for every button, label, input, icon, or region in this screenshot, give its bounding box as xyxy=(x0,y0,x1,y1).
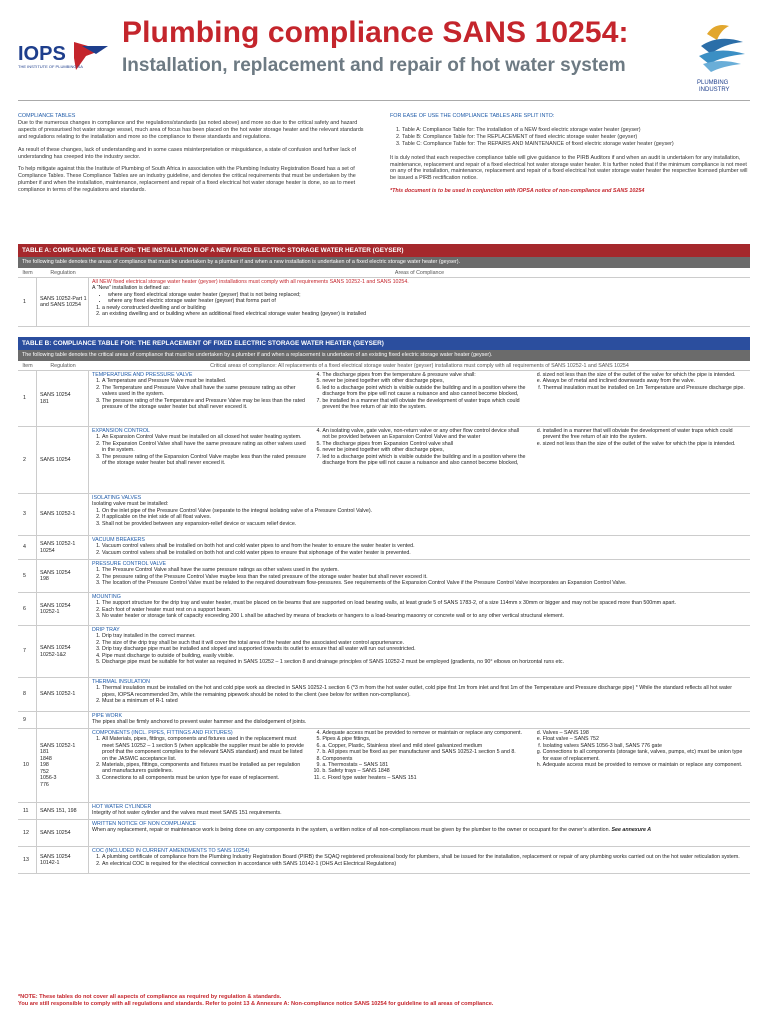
list-item: 1. A plumbing certificate of compliance from the Plumbing Industry Registration Board (PIRB) the SQAQ registered professional body for plumbers, shall be issued for the installation, replacement or repair of any plumbing works carried out on the hot water reticulation system. xyxy=(102,854,747,860)
row-line: A “New” installation is defined as: xyxy=(92,285,171,292)
row-text-main: The pipes shall be firmly anchored to prevent water hammer and the dislodgement of joints. xyxy=(92,719,307,726)
row-item: 10 xyxy=(18,729,37,802)
table-b-desc: The following table denotes the critical areas of compliance that must be undertaken by a plumber if and when a replacement is undertaken of an existing fixed electric storage water heater (geyser). xyxy=(18,350,750,361)
table-row xyxy=(18,278,750,327)
row-label: VACUUM BREAKERS xyxy=(92,537,145,543)
table-row xyxy=(18,712,750,729)
footer-line: You are still responsible to comply with all regulations and standards. Refer to point 13 & Annexure A: Non-compliance notice SANS 10254 for guideline to all areas of compliance. xyxy=(18,1001,494,1007)
list-item: 2. The pressure rating of the Pressure Control Valve maybe less than the rated pressure of the storage water heater but shall never exceed it. xyxy=(102,574,747,580)
list-item: 1. a newly constructed dwelling and or building xyxy=(102,305,747,311)
intro-paragraph: To help mitigate against this the Institute of Plumbing of South Africa in association with the Plumbing Industry Registration Board has a set of Compliance Tables. These Compliance Tables are an industry guideline, and denotes the critical requirements that must be undertaken by the plumber if and when the installation, maintenance, replacement and repair of a fixed electrical hot water storage heater is done, so as to meet compliance in terms of the regulations and standards. xyxy=(18,166,356,194)
row-text-main: Integrity of hot water cylinder and the valves must meet SANS 151 requirements. xyxy=(92,810,282,817)
list-item: 7. be installed in a manner that will obviate the development of water traps which could prevent the free return of air into the system. xyxy=(322,398,526,411)
svg-text:THE INSTITUTE OF PLUMBING SA: THE INSTITUTE OF PLUMBING SA xyxy=(18,64,83,69)
intro-heading: COMPLIANCE TABLES xyxy=(18,113,76,119)
row-text xyxy=(92,827,747,833)
row-regulation: SANS 10254 xyxy=(37,820,89,846)
row-label: TEMPERATURE AND PRESSURE VALVE xyxy=(92,372,193,378)
list-item: 4. Pipe must discharge to outside of building, easily visible. xyxy=(102,653,747,659)
row-regulation: SANS 10252-1 xyxy=(37,494,89,535)
list-item: g. Connections to all components (storage tank, valves, pumps, etc) must be union type for ease of replacement. xyxy=(543,749,747,762)
row-regulation: SANS 10254 10252-1&2 xyxy=(37,626,89,677)
row-areas xyxy=(89,494,750,535)
list-item: 10. b. Safety trays – SANS 1848 xyxy=(322,768,526,774)
intro-paragraph: It is duly noted that each respective compliance table will give guidance to the PIRB Auditors if and when an audit is undertaken for any installation, maintenance, replacement and repair of a fixed electrical hot water storage water heater. It is further noted that if the minimum compliance is not meet on any of the installation, maintenance, replacement and repair of a fixed electrical hot water storage water heater the respective licensed plumber will be issued a PIRB rectification notice. xyxy=(390,154,748,182)
list-item: f. Isolating valves SANS 1056-3 ball, SANS 776 gate xyxy=(543,743,747,749)
row-item: 9 xyxy=(18,712,37,728)
list-item: 3. No water heater or storage tank of capacity exceeding 200 L shall be attached by means of brackets or hangers to a load-bearing masonry or concrete wall or to any other vertical structural element. xyxy=(102,613,747,619)
row-areas xyxy=(89,278,750,326)
row-regulation: SANS 10254 181 xyxy=(37,371,89,426)
list-item: 1. An Expansion Control Valve must be installed on all closed hot water heating system. xyxy=(102,434,306,440)
footer-line: *NOTE: These tables do not cover all aspects of compliance as required by regulation & standards. xyxy=(18,994,282,1000)
intro-heading: FOR EASE OF USE THE COMPLIANCE TABLES ARE SPLIT INTO: xyxy=(390,113,555,119)
list-item: 5. never be joined together with other discharge pipes, xyxy=(322,378,526,384)
svg-text:IOPS: IOPS xyxy=(18,43,66,65)
row-regulation: SANS 10254 198 xyxy=(37,560,89,592)
list-item: 3. Shall not be provided between any expansion-relief device or vacuum relief device. xyxy=(102,521,747,527)
row-regulation: SANS 10254 xyxy=(37,427,89,493)
row-label: EXPANSION CONTROL xyxy=(92,428,150,434)
row-item: 1 xyxy=(18,371,37,426)
col-header: Item xyxy=(22,270,33,276)
row-item: 4 xyxy=(18,536,37,559)
row-text xyxy=(92,810,747,816)
table-a-header xyxy=(18,268,750,278)
row-areas xyxy=(89,729,750,802)
pirb-logo xyxy=(693,16,753,96)
table-row xyxy=(18,427,750,494)
table-list xyxy=(390,127,750,148)
list-item: 2. Vacuum control valves shall be installed on both hot and cold water pipes to ensure that siphonage of the water heater is prevented. xyxy=(102,550,747,556)
intro-paragraph: As result of these changes, lack of understanding and in some cases misinterpretation or misguidance, a state of confusion and further lack of understanding has creeped into the industry sector. xyxy=(18,146,357,160)
list-item: 4. The discharge pipes from the temperature & pressure valve shall: xyxy=(322,372,526,378)
list-item: 1. On the inlet pipe of the Pressure Control Valve (separate to the integral isolating valve of a Pressure Control Valve). xyxy=(102,508,747,514)
row-item: 3 xyxy=(18,494,37,535)
list-item: 4. Adequate access must be provided to remove or maintain or replace any component. xyxy=(322,730,526,736)
list-item: 2. The Expansion Control Valve shall have the same pressure rating as other valves used in the system. xyxy=(102,441,306,454)
list-item: • where any fixed electrical storage water heater (geyser) that is not being replaced; xyxy=(108,292,747,298)
table-row xyxy=(18,494,750,536)
list-item: e. sized not less than the size of the outlet of the valve for which the pipe is intended. xyxy=(543,441,747,447)
row-regulation: SANS 10252-Part 1 and SANS 10254 xyxy=(37,278,89,326)
table-b-header xyxy=(18,361,750,371)
list-item: 4. An isolating valve, gate valve, non-return valve or any other flow control device shall not be provided between an Expansion Control Valve and the water xyxy=(322,428,526,441)
intro-note: *This document is to be used in conjunction with IOPSA notice of non-compliance and SANS 10254 xyxy=(390,188,645,195)
row-areas xyxy=(89,371,750,426)
list-item: 2. If applicable on the inlet side of all float valves. xyxy=(102,514,747,520)
row-areas xyxy=(89,593,750,625)
intro-right xyxy=(390,113,750,201)
list-item: 2. Each foot of water heater must rest on a support beam. xyxy=(102,607,747,613)
list-item: 7. b. All pipes must be fixed as per manufacturer and SANS 10252-1 section 5 and 8. xyxy=(322,749,526,755)
list-item: 2. An electrical COC is required for the electrical connection in accordance with SANS 10142-1 (OHS Act Electrical Regulations) xyxy=(102,861,747,867)
table-row xyxy=(18,729,750,803)
list-item: 1. Table A: Compliance Table for: The installation of a NEW fixed electric storage water heater (geyser) xyxy=(402,127,750,134)
list-item: f. Thermal insulation must be installed on 1m Temperature and Pressure discharge pipe. xyxy=(543,385,747,391)
row-areas xyxy=(89,803,750,819)
svg-text:PLUMBING: PLUMBING xyxy=(697,80,729,86)
list-item: 5. Pipes & pipe fittings, xyxy=(322,736,526,742)
list-item: 7. led to a discharge point which is visible outside the building and in a position where the discharge from the pipe will not cause a nuisance and also cannot become blocked, xyxy=(322,454,526,467)
row-item: 1 xyxy=(18,278,37,326)
list-item: 3. The pressure rating of the Temperature and Pressure Valve may be less than the rated pressure of the storage water heater but shall never exceed it. xyxy=(102,398,306,411)
list-item: 6. a. Copper, Plastic, Stainless steel and mild steel galvanized medium xyxy=(322,743,526,749)
table-row xyxy=(18,847,750,874)
list-item: 3. The location of the Pressure Control Valve must be related to the required downstream flow-pressures. See requirements of the Expansion Control Valve if the Pressure Control Valve incorporates an Expansion Control Valve. xyxy=(102,580,747,586)
list-item: 5. Discharge pipe must be suitable for hot water as required in SANS 10252 – 1 section 8 and drainage principles of SANS 10252-2 must be employed (gradients, no 90° elbows on horizontal runs etc. xyxy=(102,659,747,665)
list-item: 1. The Pressure Control Valve shall have the same pressure ratings as other valves used in the system. xyxy=(102,567,747,573)
list-item: 2. Must be a minimum of R-1 rated xyxy=(102,698,747,704)
row-areas xyxy=(89,626,750,677)
row-label: COC (INCLUDED IN CURRENT AMENDMENTS TO SANS 10254) xyxy=(92,848,250,854)
row-label: PRESSURE CONTROL VALVE xyxy=(92,561,167,567)
row-areas xyxy=(89,820,750,846)
list-item: 2. The Temperature and Pressure Valve shall have the same pressure rating as other valves used in the system. xyxy=(102,385,306,398)
row-label: MOUNTING xyxy=(92,594,121,600)
list-item: 2. The size of the drip tray shall be such that it will cover the total area of the heater and the associated water control appurtenance. xyxy=(102,640,747,646)
row-label: HOT WATER CYLINDER xyxy=(92,804,152,810)
list-item: • where any fixed electric storage water heater (geyser) that forms part of xyxy=(108,298,747,304)
col-header: Item xyxy=(22,363,33,369)
row-regulation: SANS 10252-1 181 1848 198 752 1056-3 776 xyxy=(37,729,89,802)
row-regulation xyxy=(37,712,89,728)
list-item: 1. Vacuum control valves shall be installed on both hot and cold water pipes to and from the heater to ensure the water heater is vented. xyxy=(102,543,747,549)
col-header: Areas of Compliance xyxy=(394,270,445,276)
col-header: Regulation xyxy=(50,270,76,276)
row-label: COMPONENTS (INCL. PIPES, FITTINGS AND FIXTURES) xyxy=(92,730,233,736)
table-b-rows xyxy=(18,371,750,874)
row-item: 2 xyxy=(18,427,37,493)
row-line: All NEW fixed electrical storage water heater (geyser) installations must comply with all requirements SANS 10252-1 and SANS 10254. xyxy=(92,279,409,285)
row-areas xyxy=(89,560,750,592)
row-label: ISOLATING VALVES xyxy=(92,495,142,501)
row-intro: Isolating valve must be installed: xyxy=(92,501,169,508)
row-areas xyxy=(89,847,750,873)
list-item: e. Always be of metal and inclined downwards away from the valve. xyxy=(543,378,747,384)
row-areas xyxy=(89,678,750,711)
row-item: 13 xyxy=(18,847,37,873)
list-item: 2. Table B: Compliance Table for: The REPLACEMENT of fixed electric storage water heater (geyser) xyxy=(402,134,750,141)
table-row xyxy=(18,536,750,560)
table-row xyxy=(18,560,750,593)
row-regulation: SANS 10254 10142-1 xyxy=(37,847,89,873)
divider xyxy=(18,100,750,101)
table-row xyxy=(18,626,750,678)
list-item: d. installed in a manner that will obviate the development of water traps which could prevent the free return of air into the system. xyxy=(543,428,747,441)
row-item: 12 xyxy=(18,820,37,846)
row-label: THERMAL INSULATION xyxy=(92,679,150,685)
col-header: Critical areas of compliance: All replacements of a fixed electrical storage water heater (geyser) installations must comply with all requirements of SANS 10252-1 and SANS 10254 xyxy=(210,363,629,369)
table-a-desc: The following table denotes the areas of compliance that must be undertaken by a plumber if and when a new installation is undertaken of a fixed electric storage water heater (geyser). xyxy=(18,257,750,268)
compliance-tables xyxy=(18,244,750,874)
list-item: e. Float valve – SANS 752 xyxy=(543,736,747,742)
table-row xyxy=(18,678,750,712)
list-item: 1. The support structure for the drip tray and water heater, must be placed on tie beams that are supported on load bearing walls, at least grade 5 of SANS 1783-2, of a size 114mm x 30mm or bigger and may not be spaced more than 500mm apart. xyxy=(102,600,747,606)
row-areas xyxy=(89,712,750,728)
table-row xyxy=(18,820,750,847)
list-item: 3. Table C: Compliance Table for: The REPAIRS AND MAINTENANCE of fixed electric storage water heater (geyser) xyxy=(402,141,750,148)
intro-paragraph: Due to the numerous changes in compliance and the regulations/standards (as noted above) and more so due to the critical safety and hazard aspects of pressurised hot water storage vessel, much area of focus has been placed on the hot water storage heater and the relevant standards and regulations relating to the installation and more so the compliance to these standards and regulations. xyxy=(18,119,364,140)
list-item: 6. led to a discharge point which is visible outside the building and in a position where the discharge from the pipe will not cause a nuisance and also cannot become blocked, xyxy=(322,385,526,398)
row-regulation: SANS 151, 198 xyxy=(37,803,89,819)
list-item: 8. Components xyxy=(322,756,526,762)
list-item: 2. Materials, pipes, fittings, components and fixtures must be installed as per regulation and manufacturers guidelines. xyxy=(102,762,306,775)
table-row xyxy=(18,803,750,820)
footer-note xyxy=(18,994,493,1008)
row-text-main: When any replacement, repair or maintenance work is being done on any components in the system, a written notice of all non-compliances must be given by the plumber to the owner or occupant for the owner’s attention. xyxy=(92,827,611,834)
row-areas xyxy=(89,427,750,493)
table-b-title: TABLE B: COMPLIANCE TABLE FOR: THE REPLACEMENT OF FIXED ELECTRIC STORAGE WATER HEATER (GEYSER) xyxy=(18,337,750,350)
page-subtitle: Installation, replacement and repair of hot water system xyxy=(122,55,626,76)
header xyxy=(0,0,768,98)
row-label: DRIP TRAY xyxy=(92,627,120,633)
list-item: 6. never be joined together with other discharge pipes, xyxy=(322,447,526,453)
list-item: 9. a. Thermostats – SANS 181 xyxy=(322,762,526,768)
row-item: 6 xyxy=(18,593,37,625)
list-item: 2. an existing dwelling and or building where an additional fixed electrical storage water heating (geyser) is installed xyxy=(102,311,747,317)
row-regulation: SANS 10254 10252-1 xyxy=(37,593,89,625)
list-item: 3. Drip tray discharge pipe must be installed and sloped and supported towards its outlet to ensure that all water will run out unrestricted. xyxy=(102,646,747,652)
row-item: 7 xyxy=(18,626,37,677)
row-text xyxy=(92,719,747,725)
table-row xyxy=(18,371,750,427)
list-item: 5. The discharge pipes from Expansion Control valve shall xyxy=(322,441,526,447)
col-header: Regulation xyxy=(50,363,76,369)
list-item: 1. Drip tray installed in the correct manner. xyxy=(102,633,747,639)
list-item: 3. The pressure rating of the Expansion Control Valve maybe less than the rated pressure of the storage water heater but shall never exceed it. xyxy=(102,454,306,467)
svg-text:INDUSTRY: INDUSTRY xyxy=(699,87,730,93)
list-item: 1. A Temperature and Pressure Valve must be installed. xyxy=(102,378,306,384)
row-item: 11 xyxy=(18,803,37,819)
row-label: WRITTEN NOTICE OF NON COMPLIANCE xyxy=(92,821,197,827)
list-item: h. Adequate access must be provided to remove or maintain or replace any component. xyxy=(543,762,747,768)
row-regulation: SANS 10252-1 10254 xyxy=(37,536,89,559)
list-item: d. Valves – SANS 198 xyxy=(543,730,747,736)
row-areas xyxy=(89,536,750,559)
list-item: 11. c. Fixed type water heaters – SANS 151 xyxy=(322,775,526,781)
row-label: PIPE WORK xyxy=(92,713,123,719)
list-item: 1. Thermal insulation must be installed on the hot and cold pipe work as directed in SANS 10252-1 section 6 (*3 m from the hot water outlet, cold pipe first 1m from inlet and first 1m of the Temperature and Pressure discharge pipe) * While the standard reflects all hot water pipes, IOPSA recommended 3m, while the remaining pipework should be noted to the client (see below for written non-compliance). xyxy=(102,685,747,698)
iopsa-logo xyxy=(16,36,116,76)
table-row xyxy=(18,593,750,626)
list-item: 3. Connections to all components must be union type for ease of replacement. xyxy=(102,775,306,781)
row-regulation: SANS 10252-1 xyxy=(37,678,89,711)
list-item: d. sized not less than the size of the outlet of the valve for which the pipe is intended. xyxy=(543,372,747,378)
row-item: 8 xyxy=(18,678,37,711)
row-text-em: See annexure A xyxy=(611,827,652,834)
list-item: 1. All Materials, pipes, fittings, components and fixtures used in the replacement must meet SANS 10252 – 1 section 5 (when applicable the supplier must be able to provide proof that the component complies to the relevant SANS standard) and must be listed on the JASWIC acceptance list. xyxy=(102,736,306,762)
page-title: Plumbing compliance SANS 10254: xyxy=(122,16,629,49)
intro-left xyxy=(18,113,370,200)
table-a-title: TABLE A: COMPLIANCE TABLE FOR: THE INSTALLATION OF A NEW FIXED ELECTRIC STORAGE WATER HEATER (GEYSER) xyxy=(18,244,750,257)
row-item: 5 xyxy=(18,560,37,592)
